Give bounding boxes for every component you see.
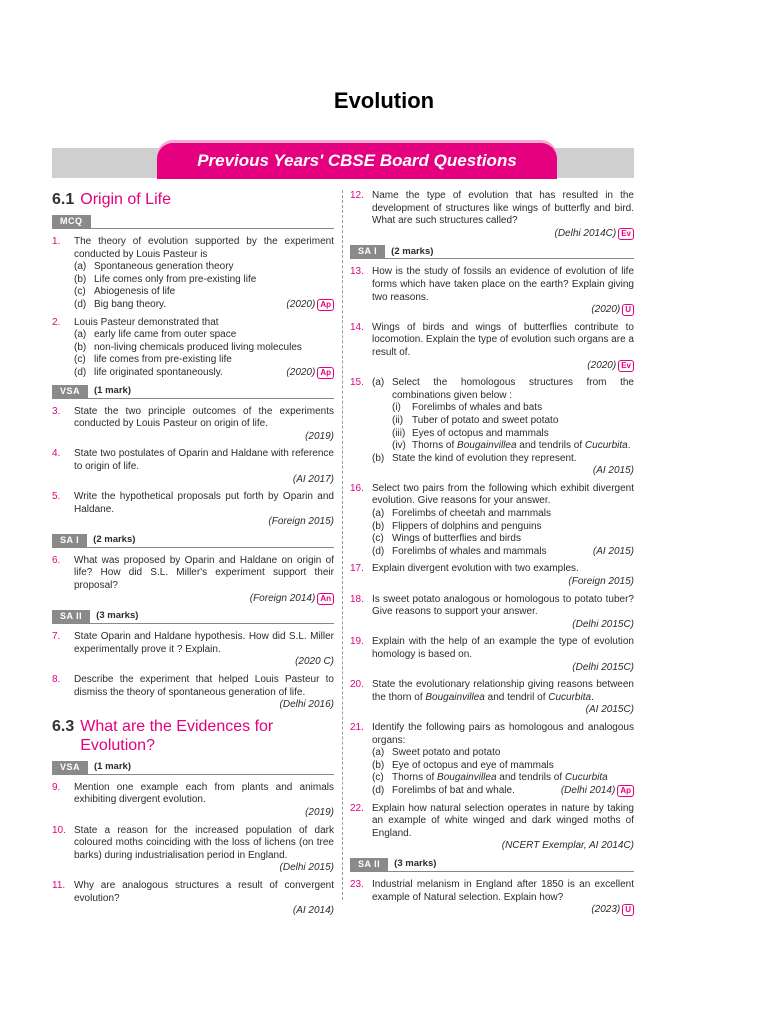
tag-label: SA I <box>350 245 385 258</box>
question-18 <box>350 594 634 632</box>
year-ref: (Delhi 2014) Ap <box>561 785 634 798</box>
question-text: Name the type of evolution that has resulted in the development of structures like wings of butterfly and bird. What are such structures called? <box>372 190 634 227</box>
question-text: Select the homologous structures from the combinations given below : <box>392 377 634 401</box>
option: (a) Sweet potato and potato <box>372 747 501 759</box>
left-column <box>52 190 334 923</box>
column-divider <box>342 190 343 900</box>
question-number: 18. <box>350 593 364 605</box>
question-text: Write the hypothetical proposals put forth by Oparin and Haldane. <box>74 491 334 515</box>
year-ref: (NCERT Exemplar, AI 2014C) <box>501 840 634 852</box>
year-ref: (2019) <box>305 807 334 818</box>
option: (d) Big bang theory. <box>74 298 167 310</box>
year-ref: (Foreign 2014) An <box>74 593 334 606</box>
question-text: Is sweet potato analogous or homologous to potato tuber? Give reasons to support your answer. <box>372 593 634 618</box>
section-number: 6.1 <box>52 191 75 208</box>
question-text: Louis Pasteur demonstrated that <box>74 316 219 328</box>
year-ref: (Delhi 2016) <box>279 699 334 711</box>
tag-marks: (2 marks) <box>93 534 136 546</box>
year-ref: (AI 2015C) <box>585 704 634 716</box>
question-text: State the evolutionary relationship giving reasons between the thorn of Bougainvillea and tendril of Cucurbita. <box>372 679 634 703</box>
question-text: Explain with the help of an example the type of evolution homology is based on. <box>372 636 634 660</box>
year-ref: (AI 2017) <box>292 473 334 485</box>
vsa-tag <box>52 385 334 399</box>
tag-marks: (1 mark) <box>94 761 131 773</box>
question-text: What was proposed by Oparin and Haldane on origin of life? How did S.L. Miller's experiment support their proposal? <box>74 554 334 592</box>
question-number: 13. <box>350 266 364 278</box>
tag-marks: (3 marks) <box>96 610 139 622</box>
question-number: 2. <box>52 316 61 328</box>
question-9 <box>52 782 334 820</box>
tag-label: VSA <box>52 385 88 398</box>
year-ref: (AI 2015) <box>592 465 634 477</box>
option: (d) Forelimbs of whales and mammals <box>372 545 547 557</box>
question-text: State two postulates of Oparin and Haldane with reference to origin of life. <box>74 448 334 472</box>
question-text: Industrial melanism in England after 1850 is an excellent example of Natural selection. Explain how? <box>372 878 634 903</box>
option: (b) Flippers of dolphins and penguins <box>372 520 542 532</box>
right-column <box>350 190 634 922</box>
question-number: 7. <box>52 631 61 643</box>
question-5 <box>52 491 334 529</box>
year-ref: (2020) Ev <box>372 360 634 373</box>
question-number: 11. <box>52 879 66 891</box>
tag-label: VSA <box>52 761 88 774</box>
option: (d) life originated spontaneously. <box>74 366 223 378</box>
option: (a) early life came from outer space <box>74 329 237 341</box>
question-number: 5. <box>52 491 61 503</box>
question-14 <box>350 322 634 372</box>
question-number: 12. <box>350 190 364 201</box>
tag-label: MCQ <box>52 215 91 228</box>
tag-label: SA I <box>52 534 87 547</box>
sa2-tag <box>52 610 334 624</box>
option: (b) non-living chemicals produced living molecules <box>74 341 302 353</box>
option: (b) Eye of octopus and eye of mammals <box>372 759 554 771</box>
question-number: 16. <box>350 482 364 494</box>
question-text: Mention one example each from plants and animals exhibiting divergent evolution. <box>74 781 334 806</box>
year-ref: (2020 C) <box>295 656 334 668</box>
skill-badge: Ev <box>618 360 634 372</box>
skill-badge: An <box>317 593 334 605</box>
option: (d) Forelimbs of bat and whale. <box>372 784 515 796</box>
question-13 <box>350 266 634 316</box>
part-b: (b) State the kind of evolution they represent. <box>372 452 577 464</box>
question-number: 22. <box>350 802 364 814</box>
question-number: 14. <box>350 321 364 333</box>
option: (i) Forelimbs of whales and bats <box>392 402 543 414</box>
question-20 <box>350 679 634 717</box>
skill-badge: Ap <box>617 785 634 797</box>
option: (iii) Eyes of octopus and mammals <box>392 427 549 439</box>
question-22 <box>350 803 634 853</box>
section-banner <box>52 148 634 178</box>
tag-marks: (3 marks) <box>394 858 437 870</box>
option: (c) Thorns of Bougainvillea and tendrils of Cucurbita <box>372 772 608 784</box>
sa1-tag <box>52 534 334 548</box>
sa2-tag <box>350 858 634 872</box>
question-text: Describe the experiment that helped Louis Pasteur to dismiss the theory of spontaneous generation of life. <box>74 674 334 698</box>
skill-badge: Ap <box>317 299 334 311</box>
question-21 <box>350 722 634 798</box>
skill-badge: Ev <box>618 228 634 240</box>
year-ref: (Delhi 2015C) <box>572 618 634 630</box>
question-6 <box>52 555 334 605</box>
question-2 <box>52 317 334 380</box>
vsa-tag <box>52 761 334 775</box>
year-ref: (Delhi 2014C) Ev <box>372 228 634 241</box>
option: (a) Spontaneous generation theory <box>74 261 234 273</box>
question-number: 9. <box>52 781 61 793</box>
question-text: The theory of evolution supported by the experiment conducted by Louis Pasteur is <box>74 236 334 260</box>
part-a: (a) Select the homologous structures from the combinations given below : <box>372 377 634 401</box>
tag-marks: (1 mark) <box>94 384 131 396</box>
option: (c) life comes from pre-existing life <box>74 354 232 366</box>
tag-marks: (2 marks) <box>391 245 434 257</box>
question-number: 19. <box>350 636 364 648</box>
question-16 <box>350 483 634 559</box>
banner-title: Previous Years' CBSE Board Questions <box>157 143 557 179</box>
skill-badge: U <box>622 304 634 316</box>
year-ref: (Foreign 2015) <box>268 516 334 528</box>
question-8 <box>52 674 334 712</box>
section-6-3-heading <box>52 717 334 755</box>
question-4 <box>52 448 334 486</box>
question-10 <box>52 825 334 875</box>
question-text: Select two pairs from the following which exhibit divergent evolution. Give reasons for your answer. <box>372 482 634 507</box>
question-text: Why are analogous structures a result of convergent evolution? <box>74 879 334 904</box>
section-number: 6.3 <box>52 717 75 735</box>
question-7 <box>52 631 334 669</box>
mcq-tag <box>52 215 334 229</box>
option: (c) Wings of butterflies and birds <box>372 533 521 545</box>
question-11 <box>52 880 334 918</box>
question-text: State Oparin and Haldane hypothesis. How did S.L. Miller experimentally prove it ? Explain. <box>74 631 334 655</box>
question-23 <box>350 879 634 917</box>
question-text: How is the study of fossils an evidence of evolution of life forms which have taken place on the earth? Explain giving two reasons. <box>372 266 634 303</box>
question-number: 6. <box>52 554 61 566</box>
year-ref: (2020) Ap <box>286 299 334 312</box>
option: (iv) Thorns of Bougainvillea and tendrils of Cucurbita. <box>392 440 631 452</box>
year-ref: (Delhi 2015) <box>279 862 334 874</box>
question-number: 15. <box>350 377 364 389</box>
question-1 <box>52 236 334 312</box>
question-text: Explain divergent evolution with two examples. <box>372 563 579 575</box>
question-text: Explain how natural selection operates in nature by taking an example of white winged and dark winged moths of England. <box>372 802 634 839</box>
option: (b) Life comes only from pre-existing life <box>74 273 257 285</box>
question-text: Identify the following pairs as homologous and analogous organs: <box>372 721 634 746</box>
question-15 <box>350 377 634 478</box>
year-ref: (AI 2014) <box>292 905 334 917</box>
question-number: 3. <box>52 405 61 417</box>
question-number: 10. <box>52 824 66 836</box>
question-text: Wings of birds and wings of butterflies contribute to locomotion. Explain the type of evolution such organs are a result of. <box>372 321 634 358</box>
section-6-1-heading <box>52 190 334 209</box>
question-number: 8. <box>52 674 61 686</box>
question-3 <box>52 406 334 444</box>
tag-label: SA II <box>350 858 388 871</box>
page-title: Evolution <box>333 88 435 113</box>
tag-label: SA II <box>52 610 90 623</box>
question-number: 20. <box>350 679 364 691</box>
skill-badge: Ap <box>317 367 334 379</box>
section-title: Origin of Life <box>80 191 171 208</box>
year-ref: (2020) U <box>372 304 634 317</box>
year-ref: (2023) U <box>372 904 634 917</box>
question-number: 17. <box>350 563 364 575</box>
question-number: 1. <box>52 236 61 247</box>
question-12 <box>350 190 634 240</box>
sa1-tag <box>350 245 634 259</box>
question-text: State a reason for the increased population of dark coloured moths coinciding with the loss of lichens (on tree barks) during industrialisation period in England. <box>74 824 334 861</box>
option: (a) Forelimbs of cheetah and mammals <box>372 508 551 520</box>
option: (ii) Tuber of potato and sweet potato <box>392 414 559 426</box>
year-ref: (2019) <box>305 430 334 442</box>
question-number: 4. <box>52 448 61 460</box>
year-ref: (AI 2015) <box>592 545 634 557</box>
question-17 <box>350 563 634 588</box>
skill-badge: U <box>622 904 634 916</box>
year-ref: (Delhi 2015C) <box>572 661 634 673</box>
question-text: State the two principle outcomes of the experiments conducted by Louis Pasteur on origin of life. <box>74 405 334 430</box>
year-ref: (2020) Ap <box>286 367 334 380</box>
question-number: 21. <box>350 721 364 733</box>
year-ref: (Foreign 2015) <box>568 576 634 588</box>
option: (c) Abiogenesis of life <box>74 286 176 298</box>
question-19 <box>350 636 634 674</box>
section-title: What are the Evidences for Evolution? <box>80 717 274 754</box>
question-number: 23. <box>350 878 364 890</box>
